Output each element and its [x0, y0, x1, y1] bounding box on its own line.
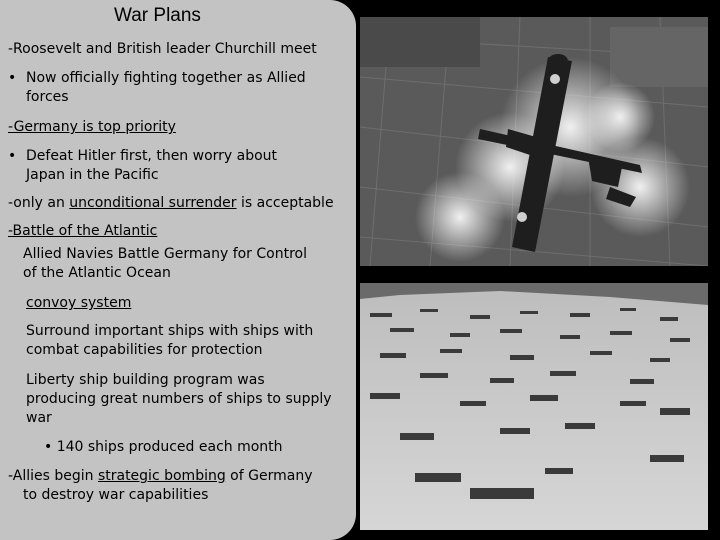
line-allied-navies-2: of the Atlantic Ocean: [23, 265, 171, 281]
line-war-capabilities: to destroy war capabilities: [23, 487, 209, 503]
underlined-term: unconditional surrender: [69, 195, 237, 211]
line-liberty-ship-3: war: [26, 410, 52, 426]
text-run: of Germany: [225, 468, 313, 484]
line-allied-forces-2: forces: [26, 89, 69, 105]
underlined-term: strategic bombing: [97, 468, 226, 484]
line-convoy-system: convoy system: [26, 295, 132, 311]
bomber-photo: [360, 17, 708, 266]
line-defeat-hitler-1: Defeat Hitler first, then worry about: [26, 148, 278, 164]
line-allied-forces-1: Now officially fighting together as Allied: [26, 70, 306, 86]
line-liberty-ship-2: producing great numbers of ships to supply: [26, 391, 332, 407]
bullet-dot: •: [8, 148, 17, 164]
slide-title: War Plans: [114, 5, 201, 26]
line-battle-atlantic: -Battle of the Atlantic: [8, 223, 158, 239]
text-run: is acceptable: [236, 195, 334, 211]
line-allied-navies-1: Allied Navies Battle Germany for Control: [23, 246, 307, 262]
line-defeat-hitler-2: Japan in the Pacific: [26, 167, 159, 183]
bullet-dot: •: [8, 70, 17, 86]
line-140-ships: • 140 ships produced each month: [44, 439, 283, 455]
line-surround-ships-1: Surround important ships with ships with: [26, 323, 314, 339]
line-germany-priority: -Germany is top priority: [8, 119, 176, 135]
text-panel: [0, 0, 356, 540]
line-roosevelt-churchill: -Roosevelt and British leader Churchill meet: [8, 41, 317, 57]
line-surround-ships-2: combat capabilities for protection: [26, 342, 263, 358]
line-strategic-bombing: [8, 467, 312, 486]
text-run: -only an: [8, 195, 70, 211]
convoy-photo: [360, 283, 708, 530]
text-run: -Allies begin: [8, 468, 98, 484]
line-liberty-ship-1: Liberty ship building program was: [26, 372, 265, 388]
line-unconditional-surrender: [8, 194, 334, 213]
